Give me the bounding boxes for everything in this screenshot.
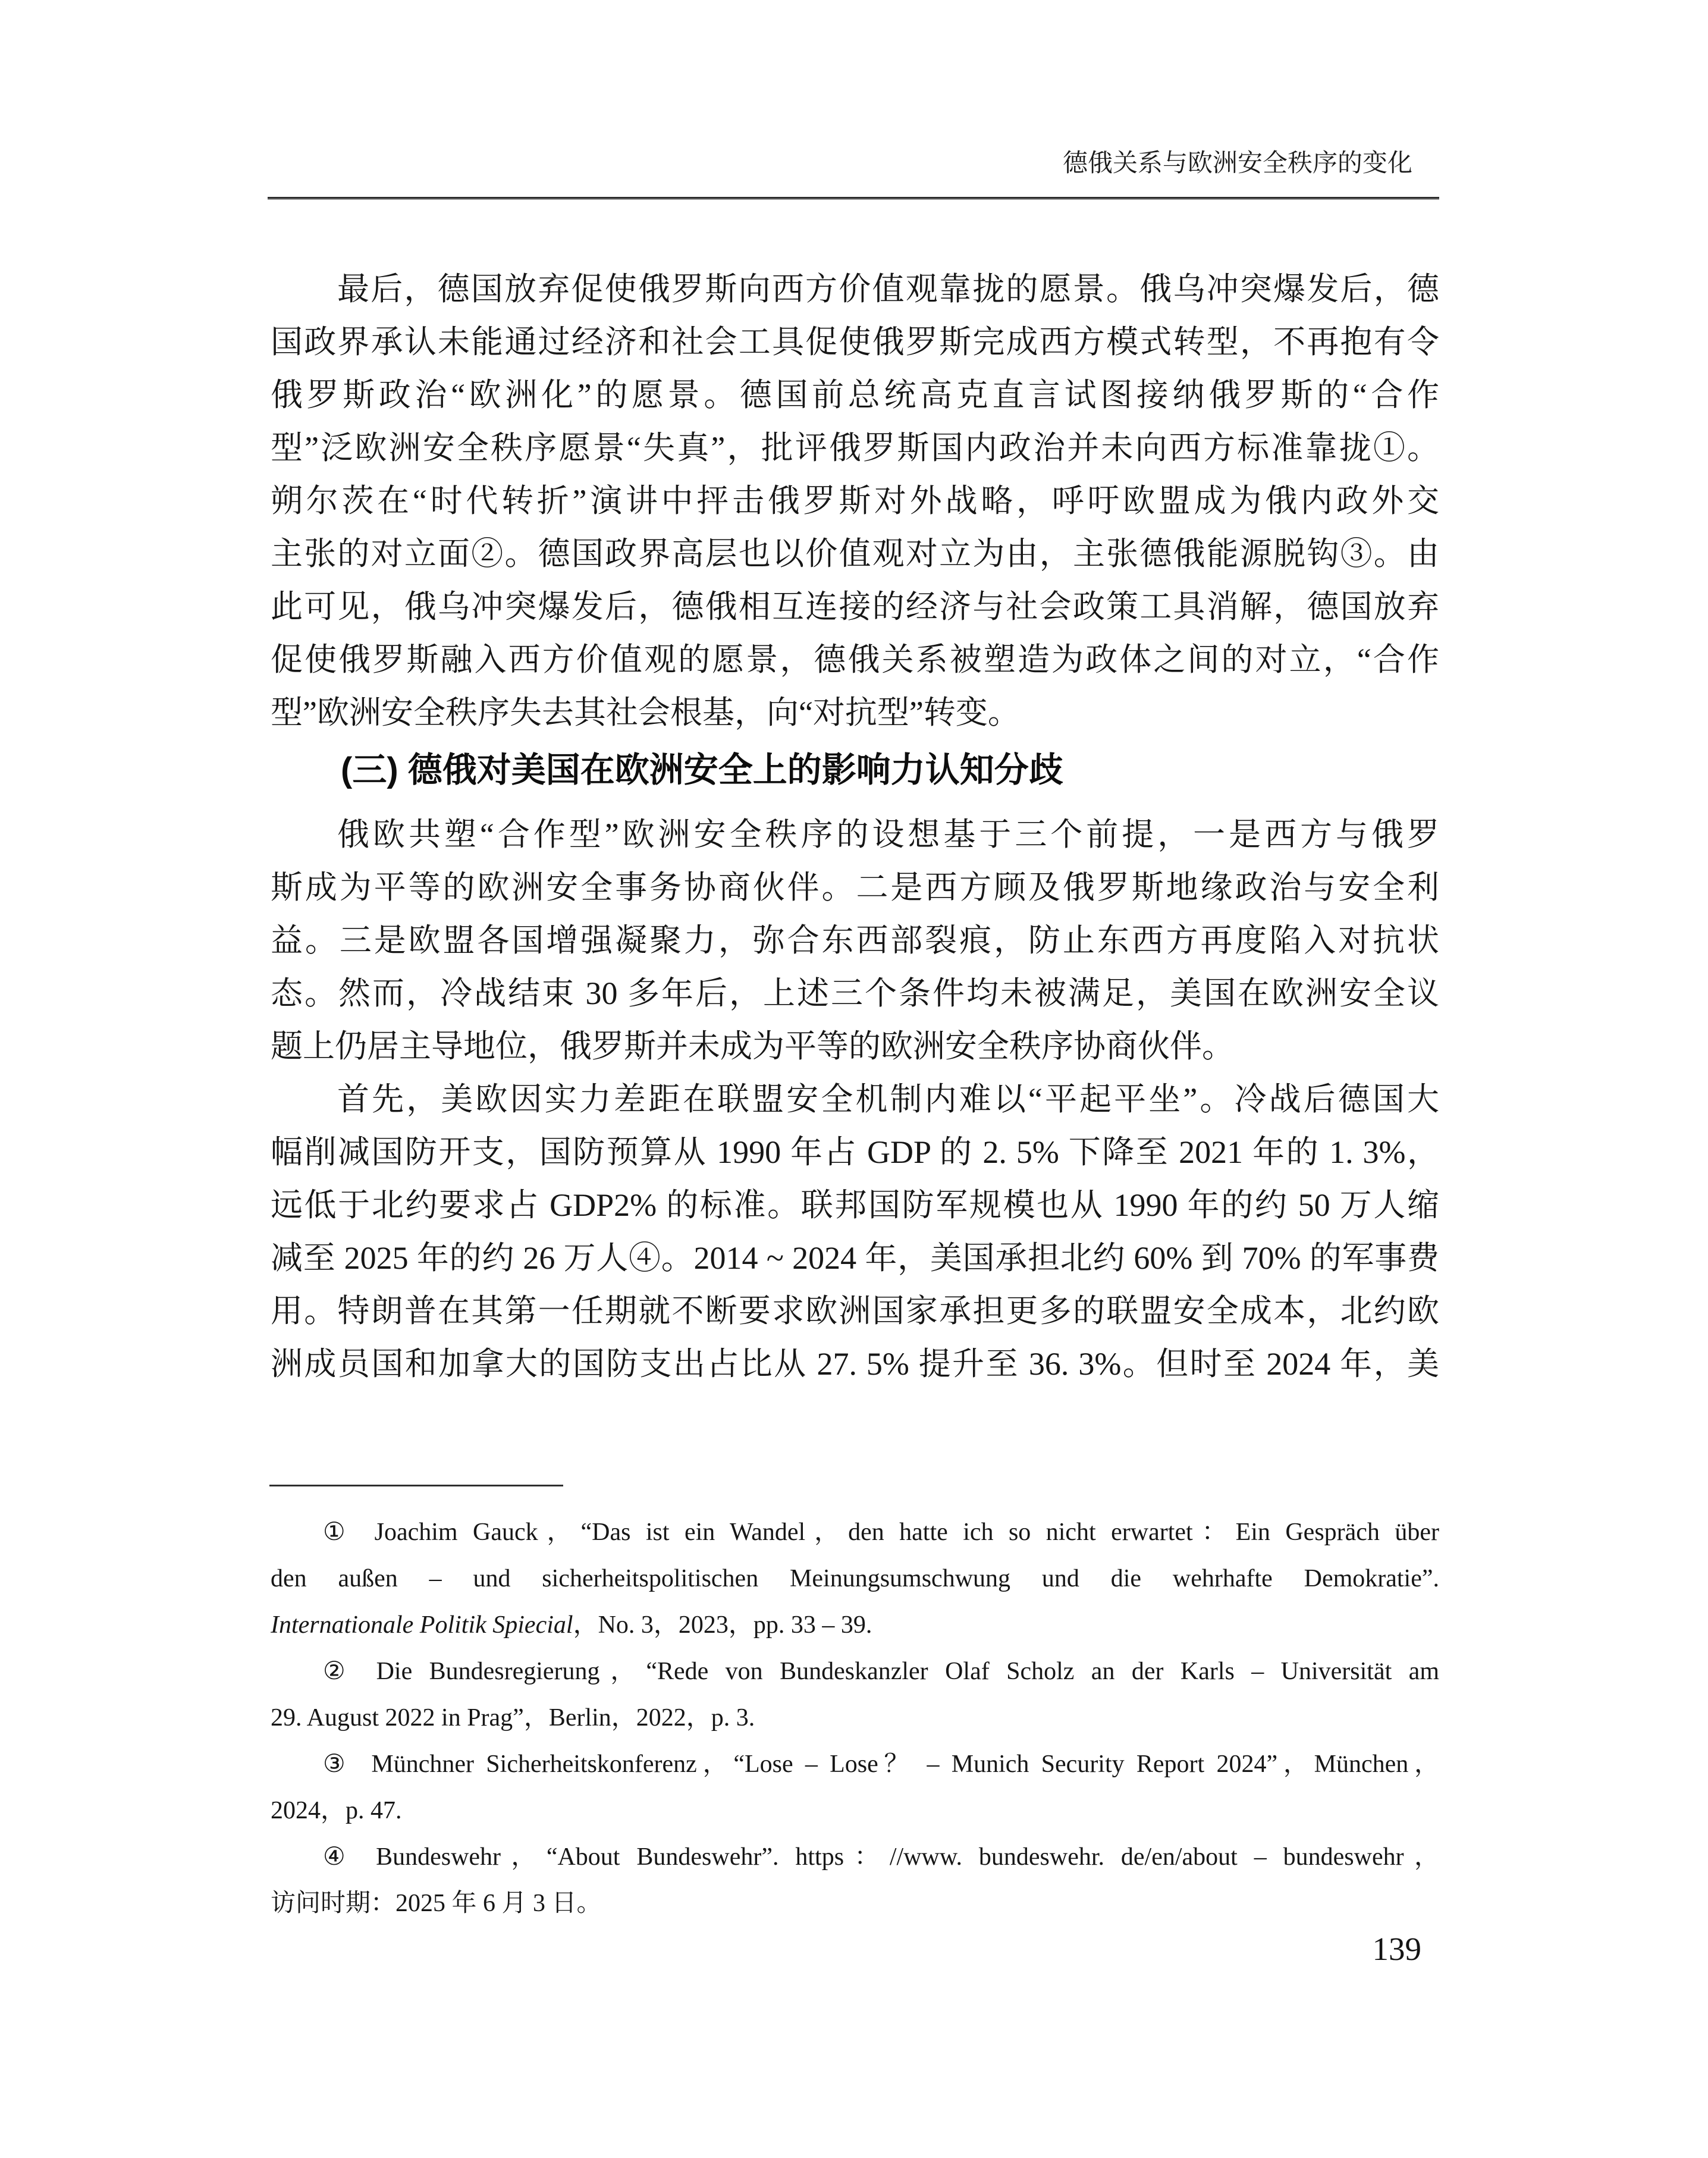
- body-line: 首先，美欧因实力差距在联盟安全机制内难以“平起平坐”。冷战后德国大: [337, 1081, 1439, 1117]
- footnote-marker: ②: [323, 1658, 356, 1685]
- footnote-separator: [269, 1485, 563, 1486]
- body-line: 型”欧洲安全秩序失去其社会根基，向“对抗型”转变。: [271, 695, 1020, 730]
- section-heading: (三) 德俄对美国在欧洲安全上的影响力认知分歧: [341, 751, 1063, 789]
- footnote-text: ，No. 3，2023，pp. 33 – 39.: [573, 1611, 872, 1639]
- body-line: 用。特朗普在其第一任期就不断要求欧洲国家承担更多的联盟安全成本，北约欧: [271, 1293, 1439, 1329]
- body-line: 此可见，俄乌冲突爆发后，德俄相互连接的经济与社会政策工具消解，德国放弃: [271, 589, 1439, 625]
- body-line: 题上仍居主导地位，俄罗斯并未成为平等的欧洲安全秩序协商伙伴。: [271, 1028, 1234, 1064]
- footnote-text: 访问时期：2025 年 6 月 3 日。: [271, 1890, 602, 1917]
- body-line: 远低于北约要求占 GDP2% 的标准。联邦国防军规模也从 1990 年的约 50 万人缩: [271, 1187, 1439, 1223]
- body-line: 洲成员国和加拿大的国防支出占比从 27. 5% 提升至 36. 3%。但时至 2024 年，美: [271, 1346, 1439, 1382]
- body-line: 促使俄罗斯融入西方价值观的愿景，德俄关系被塑造为政体之间的对立，“合作: [271, 642, 1439, 677]
- footnote-line-2: [271, 1648, 1439, 1695]
- body-line: 俄罗斯政治“欧洲化”的愿景。德国前总统高克直言试图接纳俄罗斯的“合作: [271, 377, 1439, 413]
- body-line: 俄欧共塑“合作型”欧洲安全秩序的设想基于三个前提，一是西方与俄罗: [337, 817, 1439, 852]
- page-number: 139: [1372, 1931, 1421, 1967]
- footnote-line-1: [271, 1602, 1439, 1648]
- header-rule: [268, 197, 1439, 200]
- footnote-line-2: [271, 1695, 1439, 1741]
- body-line: 态。然而，冷战结束 30 多年后，上述三个条件均未被满足，美国在欧洲安全议: [271, 976, 1439, 1011]
- footnote-line-4: [271, 1880, 1439, 1927]
- footnote-journal-title: Internationale Politik Spiecial: [271, 1611, 573, 1639]
- paragraph-block: [271, 263, 1439, 739]
- footnote-text: 2024，p. 47.: [271, 1797, 402, 1824]
- body-line: 斯成为平等的欧洲安全事务协商伙伴。二是西方顾及俄罗斯地缘政治与安全利: [271, 870, 1439, 905]
- body-line: 型”泛欧洲安全秩序愿景“失真”，批评俄罗斯国内政治并未向西方标准靠拢①。: [271, 430, 1439, 466]
- body-line: 国政界承认未能通过经济和社会工具促使俄罗斯完成西方模式转型，不再抱有令: [271, 324, 1439, 360]
- footnote-marker: ④: [323, 1843, 356, 1871]
- paragraph-block: [271, 1073, 1439, 1391]
- footnote-text: Die Bundesregierung，“Rede von Bundeskanzler Olaf Scholz an der Karls – Universität am: [376, 1658, 1439, 1685]
- body-text: [271, 263, 1439, 1391]
- body-line: 最后，德国放弃促使俄罗斯向西方价值观靠拢的愿景。俄乌冲突爆发后，德: [337, 271, 1439, 307]
- running-head-title: 德俄关系与欧洲安全秩序的变化: [1062, 150, 1412, 177]
- footnote-text: Joachim Gauck，“Das ist ein Wandel，den hatte ich so nicht erwartet：Ein Gespräch über: [374, 1519, 1439, 1546]
- body-line: 主张的对立面②。德国政界高层也以价值观对立为由，主张德俄能源脱钩③。由: [271, 536, 1439, 572]
- footnotes: [271, 1509, 1439, 1927]
- footnote-text: den außen – und sicherheitspolitischen Meinungsumschwung und die wehrhafte Demokratie”.: [271, 1565, 1439, 1592]
- footnote-line-3: [271, 1787, 1439, 1834]
- footnote-line-3: [271, 1741, 1439, 1787]
- footnote-line-1: [271, 1555, 1439, 1602]
- footnote-line-1: [271, 1509, 1439, 1555]
- footnote-text: 29. August 2022 in Prag”，Berlin，2022，p. 3.: [271, 1704, 755, 1732]
- paragraph-block: [271, 808, 1439, 1073]
- body-line: 朔尔茨在“时代转折”演讲中抨击俄罗斯对外战略，呼吁欧盟成为俄内政外交: [271, 483, 1439, 519]
- footnote-text: Bundeswehr，“About Bundeswehr”. https：//www. bundeswehr. de/en/about – bundeswehr，: [376, 1843, 1439, 1871]
- body-line: 幅削减国防开支，国防预算从 1990 年占 GDP 的 2. 5% 下降至 2021 年的 1. 3%，: [271, 1134, 1439, 1170]
- footnote-marker: ③: [323, 1751, 351, 1778]
- body-line: 益。三是欧盟各国增强凝聚力，弥合东西部裂痕，防止东西方再度陷入对抗状: [271, 923, 1439, 958]
- body-line: 减至 2025 年的约 26 万人④。2014 ~ 2024 年，美国承担北约 60% 到 70% 的军事费: [271, 1240, 1439, 1276]
- footnote-marker: ①: [323, 1519, 354, 1546]
- footnote-line-4: [271, 1834, 1439, 1880]
- footnote-text: Münchner Sicherheitskonferenz，“Lose – Lose？ – Munich Security Report 2024”，München，: [371, 1751, 1439, 1778]
